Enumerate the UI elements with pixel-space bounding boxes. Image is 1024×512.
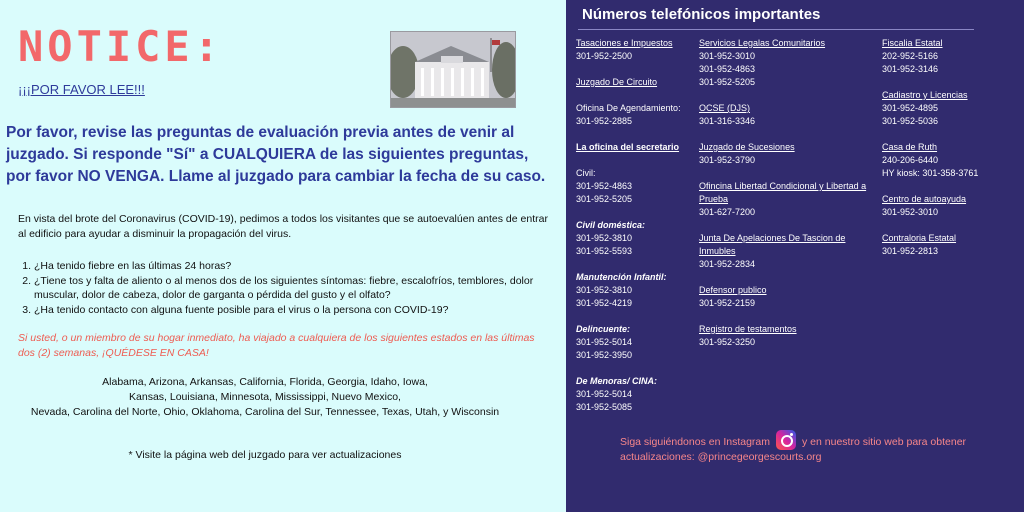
intro-text: En vista del brote del Coronavirus (COVID-19), pedimos a todos los visitantes que se autoevalúen antes de entrar al edificio para ayudar a disminuir la propagación del virus. (18, 213, 548, 240)
phone-entry-label: Civil: (576, 168, 596, 178)
phone-entry (882, 193, 1022, 219)
states-line: Nevada, Carolina del Norte, Ohio, Oklahoma, Carolina del Sur, Tennessee, Texas, Utah, y Wisconsin (30, 406, 500, 418)
question-item (18, 303, 548, 318)
question-number: 1. (22, 260, 31, 272)
question-number: 3. (22, 303, 31, 316)
phone-number: 301-952-2159 (699, 298, 756, 308)
states-list (0, 375, 530, 420)
phone-entry-label[interactable]: Ofincina Libertad Condicional y Libertad a Prueba (699, 181, 867, 204)
phone-entry-label[interactable]: Centro de autoayuda (882, 194, 967, 204)
phone-entry (576, 76, 696, 89)
phone-entry (882, 89, 1022, 128)
phone-number: 301-952-5036 (882, 116, 939, 126)
phone-number: 301-952-5593 (576, 246, 633, 256)
phone-entry-label[interactable]: OCSE (DJS) (699, 103, 751, 113)
phone-entry-label[interactable]: Defensor publico (699, 285, 767, 295)
phone-number: 301-952-3810 (576, 233, 633, 243)
question-item (18, 274, 548, 303)
question-text: ¿Tiene tos y falta de aliento o al menos dos de los siguientes síntomas: fiebre, escalofríos, temblores, dolor muscular, dolor de cabeza, dolor de garganta o pérdida del gusto y el olfato? (34, 274, 534, 301)
phone-number: HY kiosk: 301-358-3761 (882, 168, 979, 178)
phone-number: 301-952-5205 (699, 77, 756, 87)
phone-entry (699, 232, 879, 271)
phone-entry-label[interactable]: Juzgado de Sucesiones (699, 142, 795, 152)
courthouse-photo (390, 31, 516, 108)
phone-number: 301-952-3010 (699, 51, 756, 61)
phone-number: 301-952-4863 (699, 64, 756, 74)
phone-entry-label: Manutención Infantil: (576, 272, 667, 282)
phones-column-2 (699, 37, 879, 362)
title-divider (578, 29, 974, 30)
footer-text-after: y en nuestro sitio web para obtener actualizaciones: @princegeorgescourts.org (620, 436, 967, 463)
phone-entry (882, 232, 1022, 258)
phone-entry-label: Delincuente: (576, 324, 631, 334)
phone-number: 202-952-5166 (882, 51, 939, 61)
phone-entry (882, 141, 1022, 180)
instagram-footer (620, 430, 1010, 464)
travel-warning: Si usted, o un miembro de su hogar inmediato, ha viajado a cualquiera de los siguientes estados en las últimas dos (2) semanas, ¡QUÉDESE EN CASA! (18, 332, 535, 359)
phone-entry-label: De Menoras/ CINA: (576, 376, 658, 386)
phone-number: 301-952-2885 (576, 116, 633, 126)
phone-entry-label[interactable]: Fiscalia Estatal (882, 38, 943, 48)
phone-entry-label[interactable]: Registro de testamentos (699, 324, 797, 334)
phone-number: 301-952-3790 (699, 155, 756, 165)
phone-number: 301-627-7200 (699, 207, 756, 217)
question-item (18, 259, 548, 274)
phone-number: 301-952-5014 (576, 337, 633, 347)
phone-entry (882, 37, 1022, 76)
phone-number: 301-952-5085 (576, 402, 633, 412)
phone-number: 301-952-4863 (576, 181, 633, 191)
phones-title: Números telefónicos importantes (582, 6, 821, 23)
phone-number: 301-952-3950 (576, 350, 633, 360)
phone-number: 301-952-3810 (576, 285, 633, 295)
please-read-link[interactable]: ¡¡¡POR FAVOR LEE!!! (18, 82, 145, 97)
phone-number: 301-952-5014 (576, 389, 633, 399)
phone-entry (699, 102, 879, 128)
phone-entry (699, 284, 879, 310)
phone-entry (576, 323, 696, 362)
phone-entry-label[interactable]: Juzgado De Circuito (576, 77, 658, 87)
notice-title: NOTICE: (18, 22, 224, 71)
phone-number: 301-952-3146 (882, 64, 939, 74)
phone-entry-label[interactable]: Servicios Legalas Comunitarios (699, 38, 826, 48)
phones-column-3 (882, 37, 1022, 271)
question-text: ¿Ha tenido contacto con alguna fuente posible para el virus o la persona con COVID-19? (34, 303, 449, 316)
instagram-icon[interactable] (776, 430, 796, 450)
states-line: Kansas, Louisiana, Minnesota, Mississippi, Nuevo Mexico, (129, 391, 401, 403)
question-text: ¿Ha tenido fiebre en las últimas 24 horas? (34, 260, 232, 272)
footer-text-before: Siga siguiéndonos en Instagram (620, 436, 771, 448)
phone-entry (576, 219, 696, 258)
phone-entry (699, 141, 879, 167)
phone-entry-label[interactable]: Contraloria Estatal (882, 233, 957, 243)
phone-number: 301-952-2500 (576, 51, 633, 61)
phone-numbers-panel (566, 0, 1024, 512)
phone-number: 301-316-3346 (699, 116, 756, 126)
phone-entry (576, 141, 696, 154)
phone-entry (576, 37, 696, 63)
phone-entry (699, 37, 879, 89)
phone-entry-label[interactable]: La oficina del secretario (576, 142, 680, 152)
phone-number: 301-952-4219 (576, 298, 633, 308)
phone-entry-label[interactable]: Junta De Apelaciones De Tascion de Inmubles (699, 233, 846, 256)
question-number: 2. (22, 274, 31, 287)
phone-number: 301-952-4895 (882, 103, 939, 113)
phone-entry-label: Civil doméstica: (576, 220, 646, 230)
questions-list (18, 259, 548, 317)
phone-number: 301-952-3010 (882, 207, 939, 217)
phone-entry (576, 271, 696, 310)
courthouse-illustration (391, 32, 516, 108)
phone-number: 301-952-2834 (699, 259, 756, 269)
phone-entry (576, 375, 696, 414)
phone-entry-label[interactable]: Cadiastro y Licencias (882, 90, 968, 100)
phone-entry (699, 323, 879, 349)
phone-entry (576, 102, 696, 128)
phone-entry (576, 167, 696, 206)
visit-website-note: * Visite la página web del juzgado para ver actualizaciones (128, 449, 402, 461)
headline: Por favor, revise las preguntas de evaluación previa antes de venir al juzgado. Si responde "Sí" a CUALQUIERA de las siguientes preguntas, por favor NO VENGA. Llame al juzgado para cambiar la fecha de su caso. (6, 124, 546, 185)
phone-entry-label[interactable]: Tasaciones e Impuestos (576, 38, 673, 48)
phone-number: 301-952-3250 (699, 337, 756, 347)
states-line: Alabama, Arizona, Arkansas, California, Florida, Georgia, Idaho, Iowa, (102, 376, 428, 388)
phone-number: 301-952-5205 (576, 194, 633, 204)
phones-column-1 (576, 37, 696, 427)
phone-number: 301-952-2813 (882, 246, 939, 256)
phone-entry-label[interactable]: Casa de Ruth (882, 142, 938, 152)
phone-entry-label: Oficina De Agendamiento: (576, 103, 681, 113)
phone-number: 240-206-6440 (882, 155, 939, 165)
phone-entry (699, 180, 879, 219)
